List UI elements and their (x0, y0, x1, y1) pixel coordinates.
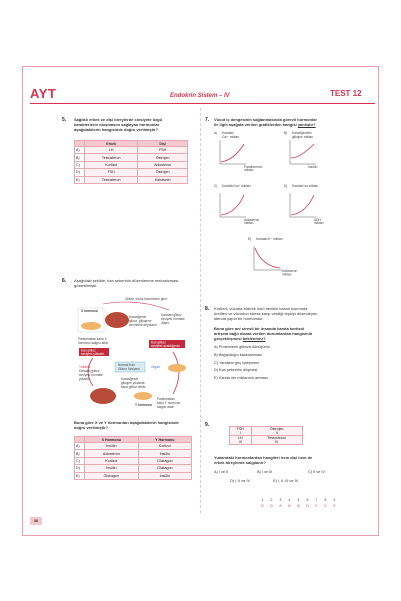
table-row[interactable] (75, 472, 192, 479)
graph-b-curve (291, 144, 314, 158)
pancreas-icon (81, 322, 101, 330)
q9-option-c[interactable]: C) II ve IV (308, 470, 326, 474)
organ-label: Organ (151, 365, 160, 369)
q8-line2: üretilen ve vücudun strese karşı verdiği tepkiyi düzenleyen (214, 311, 318, 317)
answer-key-letters (258, 504, 339, 508)
svg-text:seviyesi normale: seviyesi normale (161, 317, 185, 321)
svg-text:Kan glikoz: Kan glikoz (151, 340, 166, 345)
svg-text:Aldosteron: Aldosteron (244, 218, 260, 222)
liver-icon-2 (90, 388, 116, 404)
q6-x: Glukagon (85, 472, 139, 479)
q8-line3: steroid yapılı bir hormondur. (214, 316, 264, 322)
graph-e-opt: E) (248, 237, 252, 241)
graph-c-ylabel: Kandaki Na⁺ miktarı (222, 184, 251, 188)
q6-opt: B) (75, 450, 85, 457)
q8-option-b[interactable]: B) Bağışıklığın baskılanması (214, 352, 263, 357)
q5-female: Kalsitonin (138, 176, 188, 183)
q6-y: Glukagon (138, 465, 191, 472)
q6-x: Aldosteron (85, 450, 139, 457)
q9-option-e[interactable]: E) I, II, III ve IV (273, 479, 299, 483)
answer-letter: A (279, 504, 282, 508)
table-row[interactable] (75, 457, 192, 464)
graph-d-opt: D) (284, 184, 288, 188)
q7-graph-d (284, 183, 344, 225)
liver-icon (105, 312, 129, 328)
table-row[interactable] (75, 443, 192, 450)
q6-text (74, 278, 198, 288)
answer-letter: E (333, 504, 336, 508)
svg-text:miktarı: miktarı (244, 168, 254, 172)
q6-opt: E) (75, 472, 85, 479)
q8-text (214, 306, 360, 322)
q9-estrogen: Östrojen (269, 427, 284, 431)
q6-x: İnsülin (85, 465, 139, 472)
q8-option-e[interactable]: E) Kanda üre miktarının artması (214, 376, 268, 381)
q5-female: Östrojen (138, 169, 188, 176)
svg-text:seviyesi yükselir.: seviyesi yükselir. (81, 352, 105, 356)
graph-a-curve (221, 144, 244, 162)
q6-y: İnsülin (138, 450, 191, 457)
answer-number: 8 (324, 498, 327, 502)
q9-cell: Testosteron IV (251, 436, 302, 445)
q5-male: Kortizol (85, 161, 138, 168)
graph-a-opt: A) (214, 131, 218, 135)
svg-text:salgısı artar.: salgısı artar. (157, 405, 175, 409)
graph-c-svg (214, 183, 274, 225)
q9-fsh: FSH (236, 427, 244, 431)
q5-opt: C) (75, 161, 85, 168)
svg-text:glikojen yıkılarak: glikojen yıkılarak (121, 381, 145, 385)
answer-number: 7 (315, 498, 318, 502)
q6-y: İnsülin (138, 472, 191, 479)
answer-letter: C (324, 504, 327, 508)
svg-text:Ca²⁺ miktarı: Ca²⁺ miktarı (222, 135, 240, 139)
answer-number: 2 (270, 498, 273, 502)
liver-storage-label: Karaciğerde (129, 315, 147, 319)
q7-line2: ile ilgili aşağıda verilen grafiklerden hangisi (214, 122, 297, 128)
q8-q-line3: gerçekleşmesi (214, 336, 242, 342)
svg-text:glikoz, glikojene: glikoz, glikojene (129, 319, 152, 323)
graph-c-curve (221, 195, 244, 215)
svg-text:kana glikoz verilir.: kana glikoz verilir. (121, 385, 147, 389)
svg-text:Kan glikoz: Kan glikoz (81, 348, 96, 353)
svg-text:Normal Kan: Normal Kan (118, 363, 135, 367)
q9-lh: LH (237, 436, 243, 440)
q5-opt: E) (75, 176, 85, 183)
q5-male: Testosteron (85, 154, 138, 161)
graph-a-ylabel: Kandaki (222, 131, 234, 135)
svg-text:çevrilerek depolanır.: çevrilerek depolanır. (129, 323, 158, 327)
pancreas-icon-2 (168, 364, 186, 372)
q6-q-line2: doğru verilmiştir? (74, 425, 109, 431)
q5-table (74, 140, 188, 184)
q9-option-a[interactable]: A) I ve II (214, 470, 229, 474)
q7-line1: Vücut iç dengesinin sağlanmasında görevli hormonlar (214, 117, 317, 122)
answer-number: 3 (279, 498, 282, 502)
svg-text:Aldosteron: Aldosteron (282, 269, 298, 273)
q9-testosterone: Testosteron (267, 436, 287, 440)
blood-drop-label: Kandaki glikoz (161, 313, 182, 317)
q6-question (74, 420, 198, 430)
answer-letter: D (261, 504, 264, 508)
pancreas-x-label: Pankreastan kana X (78, 337, 107, 341)
answer-letter: B (297, 504, 300, 508)
pancreas-icon-3 (134, 392, 152, 400)
q8-q-line1: Buna göre ani stresli bir insanda kanda kortizol (214, 326, 305, 331)
svg-text:seviyesi azaldığında: seviyesi azaldığında (151, 344, 180, 348)
table-row[interactable] (75, 169, 188, 176)
q6-opt: C) (75, 457, 85, 464)
q9-options-row2 (230, 479, 360, 483)
q6-col-x: X Hormonu (85, 437, 139, 443)
q8-number: 8. (205, 306, 210, 312)
table-row[interactable] (75, 161, 188, 168)
table-row[interactable] (75, 176, 188, 183)
q6-opt: A) (75, 443, 85, 450)
answer-number: 1 (261, 498, 264, 502)
svg-text:miktarı: miktarı (314, 221, 324, 225)
q7-text (214, 117, 354, 127)
q5-female: Aldosteron (138, 161, 188, 168)
q5-female: FSH (138, 147, 188, 154)
y-hormone-label: Y hormonu (135, 403, 152, 407)
svg-text:Glikoz Seviyesi: Glikoz Seviyesi (118, 367, 140, 371)
test-label: TEST 12 (330, 89, 362, 98)
q6-opt: D) (75, 465, 85, 472)
q5-number: 5. (62, 117, 67, 123)
q6-col-y: Y Hormonu (138, 437, 191, 443)
q5-opt: D) (75, 169, 85, 176)
q7-number: 7. (205, 117, 210, 123)
graph-e-svg (248, 236, 318, 278)
svg-text:kana Y hormonu: kana Y hormonu (157, 401, 181, 405)
svg-text:düşer.: düşer. (161, 321, 170, 325)
q5-male: FSH (85, 169, 138, 176)
q6-line1: Aşağıdaki şekilde, kan şekerinin düzenlenme mekanizması (74, 278, 179, 283)
svg-text:Karaciğerde: Karaciğerde (121, 377, 139, 381)
answer-key-numbers (258, 498, 339, 502)
q5-col-male: Erkek (85, 141, 138, 147)
graph-b-xlabel: İnsülin (308, 165, 318, 169)
q5-opt: A) (75, 147, 85, 154)
answer-letter: C (315, 504, 318, 508)
table-row[interactable] (75, 147, 188, 154)
q6-table (74, 436, 192, 480)
q8-option-a[interactable]: A) Proteinlerin glikoza dönüşümü (214, 345, 270, 349)
q9-options-row1 (214, 470, 364, 474)
q9-question (214, 455, 360, 465)
q8-q-emph: beklenmez? (242, 336, 266, 342)
q5-female: Östrojen (138, 154, 188, 161)
answer-number: 5 (297, 498, 300, 502)
header-rule (30, 103, 375, 104)
table-row[interactable] (75, 465, 192, 472)
graph-b-opt: B) (284, 131, 288, 135)
diagram-top-label: Glikoz, vücut hücrelerine girer. (125, 297, 168, 301)
svg-text:seviyesi normale: seviyesi normale (79, 373, 103, 377)
svg-text:miktarı: miktarı (282, 272, 292, 277)
q6-y: Kortizol (138, 443, 191, 450)
q5-line1: Sağlıklı erkek ve dişi bireylerde cinsiyete özgü (74, 117, 163, 122)
q9-number: 9. (205, 422, 210, 428)
q8-line1: Kortizol, vücutta böbrek üstü bezinin kabuk kısmında (214, 306, 308, 311)
graph-c-opt: C) (214, 184, 218, 188)
q8-option-d[interactable]: D) Kan şekerinin düşmesi (214, 368, 258, 373)
q9-table (229, 426, 303, 445)
q8-options (214, 344, 270, 383)
page-number: 36 (30, 517, 42, 525)
q5-male: LH (85, 147, 138, 154)
section-title: Endokrin Sistem – IV (170, 93, 230, 99)
q6-line2: gösterilmiştir. (74, 283, 98, 289)
q6-x: Kortizol (85, 457, 139, 464)
graph-d-svg (284, 183, 344, 225)
cycle-arrow-top (103, 302, 169, 310)
glucose-regulation-diagram (73, 296, 201, 431)
q5-line2: karakterlerin oluşmasını sağlayan hormonlar (74, 122, 160, 128)
q5-opt: B) (75, 154, 85, 161)
q9-cell: Östrojen II (251, 427, 302, 436)
svg-text:Yükselir: Yükselir (79, 365, 91, 369)
q9-option-d[interactable]: D) I, II ve IV (230, 479, 251, 483)
svg-text:Parathormon: Parathormon (244, 165, 263, 169)
q8-option-c[interactable]: C) Yaraların geç iyileşmesi (214, 360, 259, 365)
svg-text:glikojen miktarı: glikojen miktarı (292, 135, 314, 139)
graph-b-svg (284, 130, 344, 172)
graph-a-svg (214, 130, 274, 172)
q9-cell: LH III (230, 436, 252, 445)
svg-text:ADH: ADH (314, 218, 321, 222)
answer-number: 9 (333, 498, 336, 502)
graph-d-ylabel: Kandaki su miktarı (292, 184, 319, 188)
svg-text:yükselir.: yükselir. (79, 377, 91, 381)
q6-number: 6. (62, 278, 67, 284)
graph-e-ylabel: Kandaki K⁺ miktarı (256, 237, 283, 241)
q9-cell: FSH I (230, 427, 252, 436)
graph-d-curve (291, 195, 314, 215)
q5-male: Testosteron (85, 176, 138, 183)
q7-graph-e (248, 236, 318, 278)
q6-x: İnsülin (85, 443, 139, 450)
q9-option-b[interactable]: B) I ve III (257, 470, 273, 474)
diagram-svg (73, 296, 201, 431)
svg-text:Pankreastan: Pankreastan (157, 397, 175, 401)
q5-line3: aşağıdakilerin hangisinde doğru verilmiştir? (74, 127, 159, 133)
exam-label: AYT (30, 86, 57, 101)
answer-number: 4 (288, 498, 291, 502)
graph-e-curve (255, 248, 280, 268)
q6-q-line1: Buna göre X ve Y hormonları aşağıdakilerin hangisinde (74, 420, 179, 425)
q7-emph: yanlıştır? (297, 122, 316, 128)
q8-question (214, 326, 360, 342)
q7-graph-a (214, 130, 274, 172)
answer-letter: D (306, 504, 309, 508)
q5-text (74, 117, 196, 133)
q5-col-female: Dişi (138, 141, 188, 147)
q7-graph-c (214, 183, 274, 225)
q7-graph-b (284, 130, 344, 172)
q8-q-line2: artışına bağlı olarak verilen durumlardan hangisinin (214, 331, 313, 337)
table-row[interactable] (75, 450, 192, 457)
q9-q-line2: erkek bireylerde salgılanır? (214, 460, 266, 466)
svg-text:miktarı: miktarı (244, 221, 254, 225)
answer-letter: B (288, 504, 291, 508)
q6-y: Glukagon (138, 457, 191, 464)
cycle-arrow-right (173, 352, 179, 394)
answer-letter: D (270, 504, 273, 508)
svg-text:Kandaki glikoz: Kandaki glikoz (79, 369, 100, 373)
table-row[interactable] (75, 154, 188, 161)
svg-text:hormonu salgısı artar.: hormonu salgısı artar. (78, 341, 109, 345)
q9-q-line1: Yukarıdaki hormonlardan hangileri hem dişi hem de (214, 455, 313, 460)
svg-text:Karaciğerdeki: Karaciğerdeki (292, 131, 312, 135)
answer-number: 6 (306, 498, 309, 502)
x-hormone-label: X hormonu (81, 309, 98, 313)
